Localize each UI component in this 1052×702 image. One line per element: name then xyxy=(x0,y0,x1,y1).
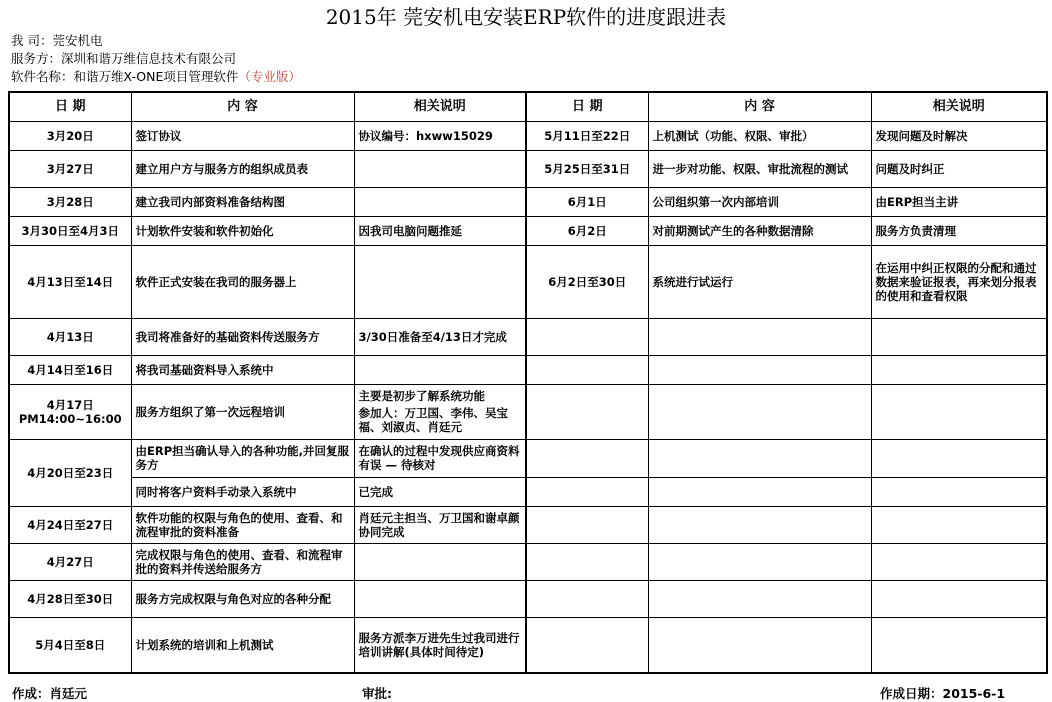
empty-cell xyxy=(871,477,1047,506)
empty-cell xyxy=(526,580,648,617)
content-cell: 软件功能的权限与角色的使用、查看、和流程审批的资料准备 xyxy=(131,506,354,543)
footer-approval: 审批: xyxy=(362,686,392,701)
empty-cell xyxy=(526,477,648,506)
date-cell: 4月13日至14日 xyxy=(9,245,131,318)
empty-cell xyxy=(526,506,648,543)
note-cell xyxy=(354,245,526,318)
note-cell: 在运用中纠正权限的分配和通过数据来验证报表，再来划分报表的使用和查看权限 xyxy=(871,245,1047,318)
date-cell: 3月28日 xyxy=(9,187,131,216)
empty-cell xyxy=(871,580,1047,617)
note-cell: 问题及时纠正 xyxy=(871,150,1047,187)
content-cell: 签订协议 xyxy=(131,121,354,150)
empty-cell xyxy=(526,355,648,384)
note-cell: 在确认的过程中发现供应商资料有误 — 待核对 xyxy=(354,439,526,477)
empty-cell xyxy=(871,617,1047,673)
date-cell: 4月24日至27日 xyxy=(9,506,131,543)
note-line: 参加人：万卫国、李伟、吴宝福、刘淑贞、肖廷元 xyxy=(358,406,508,434)
content-cell: 完成权限与角色的使用、查看、和流程审批的资料并传送给服务方 xyxy=(131,543,354,580)
empty-cell xyxy=(648,384,871,439)
header-note: 相关说明 xyxy=(354,92,526,121)
date-cell: 3月30日至4月3日 xyxy=(9,216,131,245)
empty-cell xyxy=(871,384,1047,439)
empty-cell xyxy=(526,318,648,355)
empty-cell xyxy=(648,439,871,477)
date-cell: 3月27日 xyxy=(9,150,131,187)
empty-cell xyxy=(871,506,1047,543)
software-name-line xyxy=(11,68,301,85)
date-cell: 6月1日 xyxy=(526,187,648,216)
date-cell: 5月25日至31日 xyxy=(526,150,648,187)
date-cell: 3月20日 xyxy=(9,121,131,150)
table-row xyxy=(9,245,1047,318)
table-row xyxy=(9,318,1047,355)
empty-cell xyxy=(871,543,1047,580)
content-cell: 上机测试（功能、权限、审批） xyxy=(648,121,871,150)
note-cell xyxy=(354,150,526,187)
footer-author: 作成：肖廷元 xyxy=(12,686,88,701)
empty-cell xyxy=(871,439,1047,477)
table-row xyxy=(9,617,1047,673)
table-row xyxy=(9,216,1047,245)
empty-cell xyxy=(648,355,871,384)
note-cell: 已完成 xyxy=(354,477,526,506)
table-row xyxy=(9,355,1047,384)
empty-cell xyxy=(648,617,871,673)
empty-cell xyxy=(871,318,1047,355)
header-note: 相关说明 xyxy=(871,92,1047,121)
software-name: 软件名称：和谐万维X-ONE项目管理软件 xyxy=(11,69,239,84)
table-row xyxy=(9,121,1047,150)
date-cell: 4月28日至30日 xyxy=(9,580,131,617)
content-cell: 建立我司内部资料准备结构图 xyxy=(131,187,354,216)
note-cell xyxy=(354,543,526,580)
content-cell: 建立用户方与服务方的组织成员表 xyxy=(131,150,354,187)
note-cell xyxy=(354,355,526,384)
note-cell: 肖廷元主担当、万卫国和谢卓颜协同完成 xyxy=(354,506,526,543)
empty-cell xyxy=(648,506,871,543)
content-cell: 同时将客户资料手动录入系统中 xyxy=(131,477,354,506)
note-cell xyxy=(354,187,526,216)
note-cell xyxy=(354,580,526,617)
content-cell: 计划软件安装和软件初始化 xyxy=(131,216,354,245)
table-row xyxy=(9,439,1047,477)
empty-cell xyxy=(648,318,871,355)
content-cell: 我司将准备好的基础资料传送服务方 xyxy=(131,318,354,355)
empty-cell xyxy=(526,384,648,439)
software-edition: （专业版） xyxy=(238,69,301,84)
empty-cell xyxy=(526,439,648,477)
date-cell: 4月14日至16日 xyxy=(9,355,131,384)
content-cell: 系统进行试运行 xyxy=(648,245,871,318)
table-header-row xyxy=(9,92,1047,121)
header-date: 日 期 xyxy=(526,92,648,121)
content-cell: 对前期测试产生的各种数据清除 xyxy=(648,216,871,245)
content-cell: 软件正式安装在我司的服务器上 xyxy=(131,245,354,318)
header-date: 日 期 xyxy=(9,92,131,121)
empty-cell xyxy=(648,477,871,506)
note-cell xyxy=(354,384,526,439)
schedule-table xyxy=(8,91,1048,674)
content-cell: 将我司基础资料导入系统中 xyxy=(131,355,354,384)
note-cell: 因我司电脑问题推延 xyxy=(354,216,526,245)
service-provider-line: 服务方：深圳和谐万维信息技术有限公司 xyxy=(11,51,237,66)
table-row xyxy=(9,384,1047,439)
time-line: PM14:00~16:00 xyxy=(18,411,122,426)
content-cell: 计划系统的培训和上机测试 xyxy=(131,617,354,673)
date-cell: 6月2日 xyxy=(526,216,648,245)
date-cell: 5月4日至8日 xyxy=(9,617,131,673)
note-cell: 服务方派李万进先生过我司进行培训讲解(具体时间待定) xyxy=(354,617,526,673)
header-content: 内 容 xyxy=(131,92,354,121)
page-title: 2015年 莞安机电安装ERP软件的进度跟进表 xyxy=(325,5,727,29)
content-cell: 由ERP担当确认导入的各种功能,并回复服务方 xyxy=(131,439,354,477)
footer-date: 作成日期：2015-6-1 xyxy=(880,686,1006,701)
content-cell: 公司组织第一次内部培训 xyxy=(648,187,871,216)
content-cell: 服务方组织了第一次远程培训 xyxy=(131,384,354,439)
date-cell: 5月11日至22日 xyxy=(526,121,648,150)
date-cell: 4月13日 xyxy=(9,318,131,355)
date-cell: 6月2日至30日 xyxy=(526,245,648,318)
content-cell: 进一步对功能、权限、审批流程的测试 xyxy=(648,150,871,187)
header-content: 内 容 xyxy=(648,92,871,121)
empty-cell xyxy=(526,543,648,580)
company-line: 我 司：莞安机电 xyxy=(11,33,103,48)
table-row xyxy=(9,187,1047,216)
note-cell: 协议编号：hxww15029 xyxy=(354,121,526,150)
date-cell: 4月20日至23日 xyxy=(9,439,131,506)
note-cell: 服务方负责清理 xyxy=(871,216,1047,245)
table-row xyxy=(9,477,1047,506)
table-row xyxy=(9,580,1047,617)
empty-cell xyxy=(871,355,1047,384)
empty-cell xyxy=(648,580,871,617)
empty-cell xyxy=(526,617,648,673)
empty-cell xyxy=(648,543,871,580)
table-row xyxy=(9,543,1047,580)
note-cell: 3/30日准备至4/13日才完成 xyxy=(354,318,526,355)
note-cell: 由ERP担当主讲 xyxy=(871,187,1047,216)
note-cell: 发现问题及时解决 xyxy=(871,121,1047,150)
date-cell: 4月27日 xyxy=(9,543,131,580)
table-row xyxy=(9,506,1047,543)
note-line: 主要是初步了解系统功能 xyxy=(358,389,485,403)
date-cell xyxy=(9,384,131,439)
date-line: 4月17日 xyxy=(46,397,94,412)
content-cell: 服务方完成权限与角色对应的各种分配 xyxy=(131,580,354,617)
table-row xyxy=(9,150,1047,187)
